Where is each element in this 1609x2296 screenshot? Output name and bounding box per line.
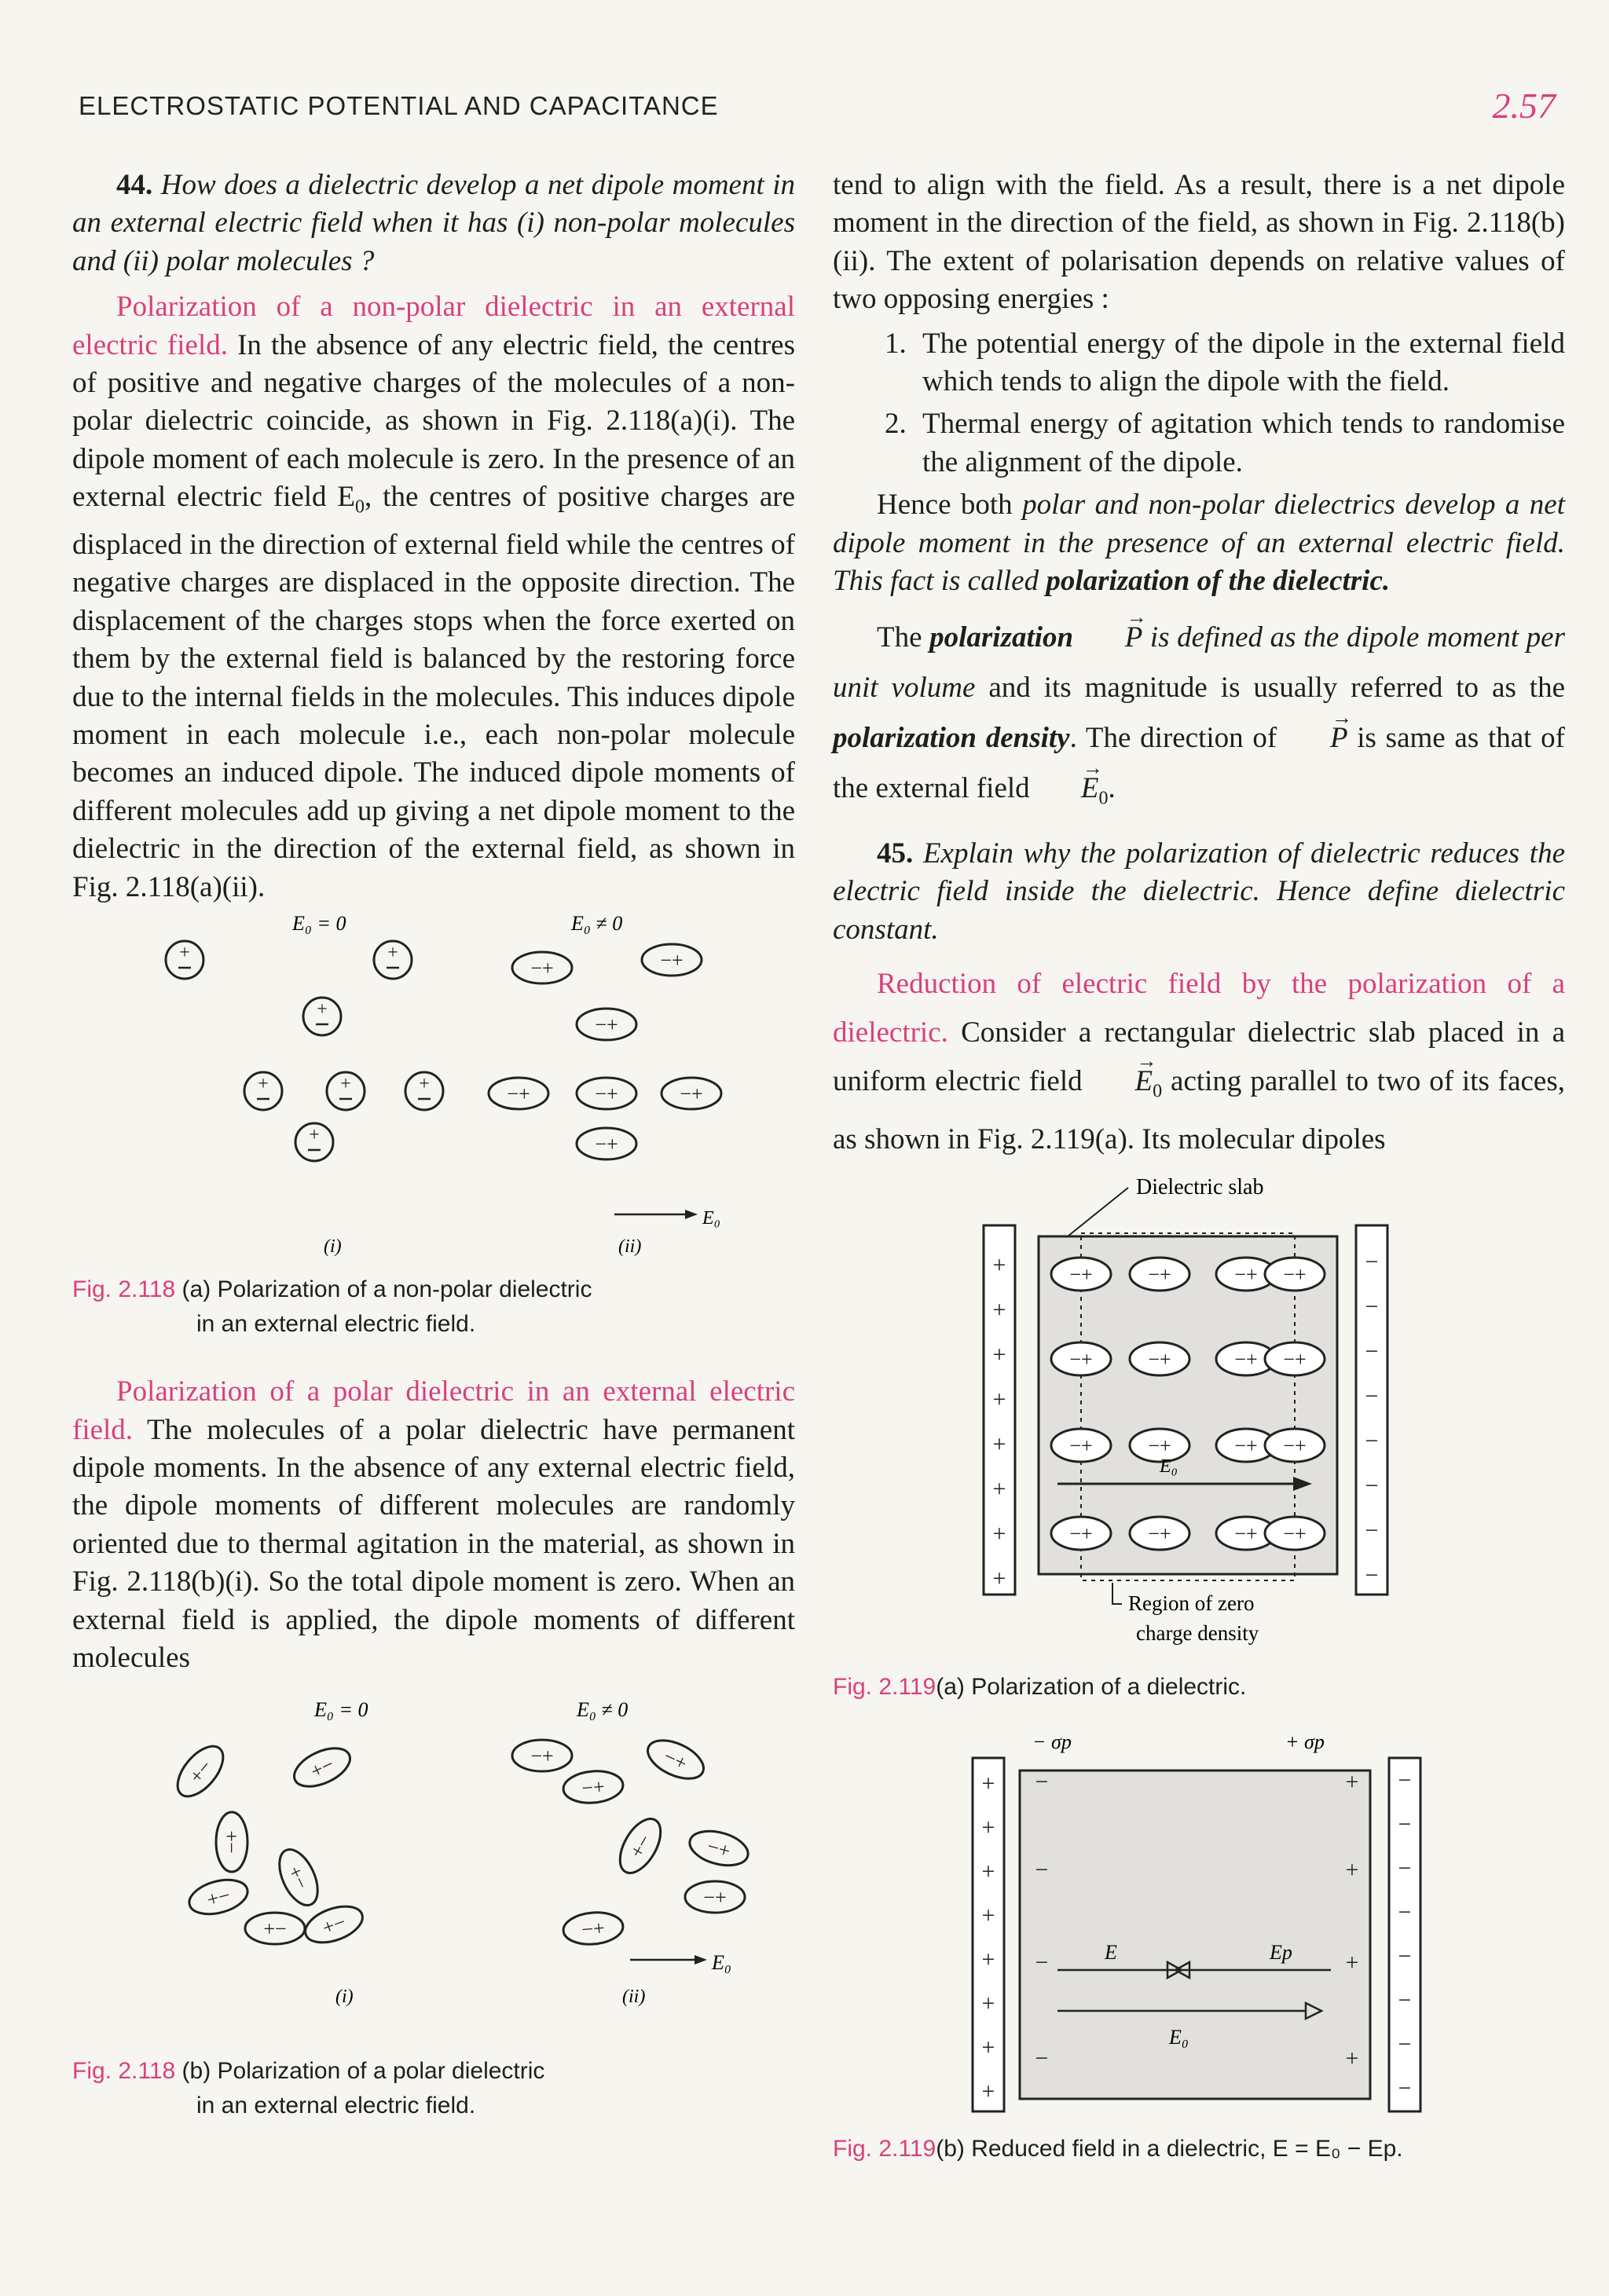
reduction-text-1: Consider a rectangular dielectric slab placed in a uniform electric field (833, 1016, 1565, 1098)
polar-molecules-aligned (512, 1733, 752, 1946)
svg-text:−+: −+ (1069, 1263, 1093, 1287)
field-arrowhead (685, 1210, 698, 1219)
aligned-dipole (562, 1769, 624, 1805)
page-header (79, 85, 1556, 140)
surface-charge-sign: − (1035, 2045, 1049, 2072)
energy-list (833, 325, 1565, 482)
svg-text:−+: −+ (595, 1133, 618, 1156)
aligned-dipole (612, 1812, 669, 1880)
minus-sign: − (1365, 1294, 1379, 1320)
fig118b-sub-ii: (ii) (622, 1987, 646, 2008)
svg-text:+: + (340, 1074, 351, 1095)
svg-text:+−: +− (306, 1752, 338, 1784)
question-45 (833, 835, 1565, 949)
fig118b-sub-i: (i) (335, 1987, 354, 2008)
svg-text:−+: −+ (703, 1886, 727, 1910)
induced-dipole (577, 1078, 636, 1109)
svg-text:+: + (258, 1074, 269, 1095)
minus-sign: − (1398, 1767, 1412, 1794)
aligned-dipole (685, 1881, 745, 1913)
minus-sign: − (1365, 1518, 1379, 1544)
polar-dipole (300, 1900, 367, 1950)
vector-p: → P (1081, 613, 1143, 663)
nonpolar-paragraph (72, 288, 795, 906)
slab-dipole (1130, 1517, 1189, 1550)
hence-paragraph (833, 486, 1565, 600)
figure-119b (955, 1720, 1442, 2121)
plus-sign: + (992, 1521, 1006, 1547)
minus-sign: − (1365, 1249, 1379, 1276)
svg-text:−+: −+ (1148, 1263, 1171, 1287)
svg-text:−+: −+ (1148, 1434, 1171, 1458)
slab-dipole (1265, 1517, 1325, 1550)
fig118a-label-right: E₀ ≠ 0 (571, 912, 623, 936)
minus-sign: − (1398, 2075, 1412, 2102)
svg-text:+: + (419, 1074, 430, 1095)
def-text-2: is defined as the dipole moment per unit volume (833, 621, 1566, 705)
svg-text:+−: +− (220, 1830, 243, 1855)
nonpolar-molecules-unpolarised (166, 941, 443, 1161)
plus-sign: + (981, 1771, 995, 1797)
left-column (72, 167, 795, 2123)
list-text: Thermal energy of agitation which tends to randomise the alignment of the dipole. (922, 408, 1565, 478)
caption-119b (833, 2132, 1565, 2166)
svg-text:+−: +− (625, 1830, 657, 1862)
figure-119a (900, 1164, 1497, 1659)
field-label: E₀ (1160, 1456, 1178, 1478)
list-number: 2. (885, 408, 907, 441)
def-text-5: is same as that of the external field (833, 722, 1565, 805)
svg-text:+−: +− (184, 1756, 217, 1789)
hence-text-1: Hence both (877, 489, 1023, 522)
minus-sign: − (1398, 1943, 1412, 1970)
plus-sign: + (992, 1565, 1006, 1592)
polar-dipole (185, 1874, 251, 1920)
reduction-paragraph (833, 960, 1565, 1164)
svg-text:−+: −+ (581, 1917, 606, 1942)
caption-figure-number: Fig. 2.119 (833, 1674, 936, 1701)
plus-sign: + (992, 1297, 1006, 1324)
svg-text:+: + (387, 943, 398, 964)
svg-text:+: + (179, 943, 190, 964)
slab-dipole (1051, 1258, 1111, 1291)
def-end: . (1108, 772, 1116, 805)
right-column (833, 167, 1565, 2166)
label-ep: Ep (1270, 1941, 1292, 1965)
slab-dipole (1051, 1429, 1111, 1462)
minus-sign: − (1398, 2031, 1412, 2058)
slab-dipole (1265, 1342, 1325, 1375)
polar-heading: Polarization of a polar dielectric in an external electric field. (72, 1375, 795, 1446)
svg-text:+−: +− (263, 1917, 287, 1941)
induced-dipole (489, 1078, 548, 1109)
nonpolar-text-1: In the absence of any electric field, the centres of positive and negative charges of the molecules of a non-polar dielectric coincide, as shown in Fig. 2.118(a)(i). The dipole moment of each molecule is zero. In the presence of an external electric field E (72, 328, 796, 514)
caption-118a (72, 1273, 795, 1342)
running-head: ELECTROSTATIC POTENTIAL AND CAPACITANCE (79, 91, 719, 120)
caption-line-1: (b) Polarization of a polar dielectric (175, 2058, 545, 2085)
question-44 (72, 167, 795, 280)
plus-sign: + (981, 1946, 995, 1973)
svg-text:−+: −+ (1148, 1348, 1171, 1371)
list-text: The potential energy of the dipole in the external field which tends to align the dipole with the field. (922, 327, 1565, 398)
slab-pointer (1064, 1188, 1128, 1240)
definition-paragraph (833, 613, 1565, 823)
svg-text:−+: −+ (581, 1775, 606, 1800)
plus-sign: + (981, 1814, 995, 1841)
zero-label-1: Region of zero (1128, 1591, 1255, 1616)
fig118b-label-right: E₀ ≠ 0 (577, 1698, 629, 1722)
plus-sign: + (981, 1858, 995, 1885)
surface-charge-sign: + (1345, 1769, 1359, 1796)
vector-e: → E (1037, 764, 1099, 814)
label-e0: E₀ (1169, 2026, 1189, 2049)
nonpolar-molecule (295, 1123, 333, 1161)
svg-text:+−: +− (204, 1884, 233, 1912)
slab-dipole (1051, 1342, 1111, 1375)
surface-charge-sign: − (1035, 1857, 1049, 1884)
fig118b-arrow-label: E₀ (712, 1951, 731, 1975)
svg-text:−+: −+ (660, 1745, 691, 1776)
minus-sign: − (1365, 1562, 1379, 1589)
caption-119a (833, 1670, 1565, 1705)
question-text: How does a dielectric develop a net dipole moment in an external electric field when it has (i) non-polar molecules and (ii) polar molecules ? (72, 169, 795, 277)
surface-charge-sign: − (1035, 1950, 1049, 1976)
caption-line-1: (a) Polarization of a non-polar dielectric (175, 1276, 592, 1303)
slab-dipole (1265, 1429, 1325, 1462)
nonpolar-molecule (405, 1072, 443, 1110)
caption-line-2: in an external electric field. (196, 1311, 476, 1338)
def-text-3: and its magnitude is usually referred to as the (975, 672, 1566, 705)
plus-sign: + (992, 1252, 1006, 1279)
slab-dipole (1130, 1342, 1189, 1375)
svg-text:−+: −+ (1283, 1434, 1307, 1458)
induced-dipole (512, 952, 572, 983)
nonpolar-text-2: , the centres of positive charges are displaced in the direction of external field while the centres of negative charges are displaced in the opposite direction. The displacement of the charges stops when the force exerted on them by the external field is balanced by the restoring force due to the internal fields in the molecules. This induces dipole moment in each molecule i.e., each non-polar molecule becomes an induced dipole. The induced dipole moments of different molecules add up giving a net dipole moment to the dielectric in the direction of the external field, as shown in Fig. 2.118(a)(ii). (72, 481, 796, 903)
zero-label-2: charge density (1136, 1621, 1259, 1646)
caption-figure-number: Fig. 2.118 (72, 1276, 176, 1303)
svg-text:−+: −+ (1234, 1263, 1258, 1287)
svg-text:−+: −+ (1148, 1522, 1171, 1546)
svg-text:−+: −+ (1069, 1522, 1093, 1546)
minus-sign: − (1365, 1383, 1379, 1410)
list-item (885, 405, 1565, 482)
svg-text:−+: −+ (704, 1835, 733, 1863)
question-number: 44. (116, 169, 153, 201)
svg-text:−+: −+ (530, 957, 554, 980)
polar-paragraph-continued: tend to align with the field. As a result, there is a net dipole moment in the direction of the field, as shown in Fig. 2.118(b)(ii). The extent of polarisation depends on relative values of two opposing energies : (833, 169, 1565, 316)
reduction-heading: Reduction of electric field by the polarization of a dielectric. (833, 968, 1565, 1049)
surface-charge-sign: − (1035, 1769, 1049, 1796)
plus-sign: + (981, 1990, 995, 2017)
polar-dipole (272, 1844, 325, 1911)
figure-118a (112, 906, 756, 1268)
page-number: 2.57 (1492, 86, 1556, 126)
subscript-zero: 0 (1098, 788, 1109, 809)
nonpolar-molecule (374, 941, 412, 979)
question-text: Explain why the polarization of dielectric reduces the electric field inside the dielectric. Hence define dielectric constant. (833, 837, 1566, 946)
nonpolar-molecule (166, 941, 203, 979)
hence-bold: polarization of the dielectric. (1046, 565, 1391, 598)
minus-sign: − (1365, 1428, 1379, 1455)
plus-sign: + (992, 1476, 1006, 1503)
fig118a-label-left: E₀ = 0 (292, 912, 346, 936)
svg-text:−+: −+ (1283, 1263, 1307, 1287)
polar-text: The molecules of a polar dielectric have permanent dipole moments. In the absence of any external electric field, the dipole moments of different molecules are randomly oriented due to thermal agitation in the material, as shown in Fig. 2.118(b)(i). So the total dipole moment is zero. When an external field is applied, the dipole moments of different molecules (72, 1413, 795, 1674)
surface-charge-sign: + (1345, 2045, 1359, 2072)
def-bold: polarization (929, 621, 1074, 654)
sigma-positive: + σp (1285, 1730, 1325, 1754)
subscript-zero: 0 (1153, 1081, 1163, 1102)
slab-dipole (1051, 1517, 1111, 1550)
svg-text:−+: −+ (1234, 1348, 1258, 1371)
aligned-dipole (562, 1910, 624, 1946)
nonpolar-heading: Polarization of a non-polar dielectric in an external electric field. (72, 291, 795, 361)
svg-text:−+: −+ (1283, 1522, 1307, 1546)
polar-dipole (216, 1812, 247, 1872)
caption-text: (b) Reduced field in a dielectric, E = E₀ − Ep. (936, 2136, 1403, 2162)
surface-charge-sign: + (1345, 1950, 1359, 1976)
polar-dipole (245, 1913, 305, 1944)
nonpolar-molecule (303, 998, 341, 1035)
plus-sign: + (981, 2078, 995, 2105)
zero-region-pointer (1112, 1583, 1122, 1604)
minus-sign: − (1365, 1473, 1379, 1500)
fig118a-sub-i: (i) (324, 1236, 342, 1258)
dielectric-slab (1020, 1771, 1370, 2099)
polar-paragraph (72, 1373, 795, 1677)
slab-label: Dielectric slab (1136, 1175, 1264, 1200)
polar-dipole (288, 1741, 356, 1794)
def-bold-2: polarization density (833, 722, 1070, 755)
plus-sign: + (992, 1386, 1006, 1413)
sigma-negative: − σp (1032, 1730, 1072, 1754)
induced-dipole (642, 944, 702, 976)
svg-text:−+: −+ (595, 1082, 618, 1106)
caption-line-2: in an external electric field. (196, 2093, 476, 2119)
minus-sign: − (1398, 1811, 1412, 1838)
list-number: 1. (885, 327, 907, 360)
nonpolar-molecules-polarised (489, 944, 721, 1159)
aligned-dipole (512, 1740, 572, 1771)
polar-dipole (169, 1738, 231, 1804)
field-arrowhead (695, 1955, 707, 1965)
fig118a-sub-ii: (ii) (618, 1236, 642, 1258)
svg-text:−+: −+ (680, 1082, 703, 1106)
question-number: 45. (877, 837, 914, 870)
caption-text: (a) Polarization of a dielectric. (936, 1674, 1247, 1701)
minus-sign: − (1398, 1987, 1412, 2014)
aligned-dipole (686, 1825, 752, 1871)
vector-p: → P (1286, 713, 1348, 764)
svg-text:−+: −+ (1069, 1434, 1093, 1458)
minus-sign: − (1365, 1338, 1379, 1365)
slab-dipole (1265, 1258, 1325, 1291)
svg-text:+: + (309, 1125, 320, 1146)
svg-text:−+: −+ (660, 949, 684, 972)
svg-text:+: + (317, 999, 328, 1020)
svg-text:−+: −+ (507, 1082, 530, 1106)
nonpolar-molecule (327, 1072, 365, 1110)
minus-sign: − (1398, 1855, 1412, 1882)
def-text-4: . The direction of (1069, 722, 1286, 755)
induced-dipole (662, 1078, 721, 1109)
minus-sign: − (1398, 1899, 1412, 1926)
plus-sign: + (981, 1902, 995, 1929)
hence-text-2: polar and non-polar dielectrics develop a net dipole moment in the presence of an external electric field. This fact is called (833, 489, 1565, 598)
svg-text:−+: −+ (595, 1013, 618, 1037)
svg-text:−+: −+ (1234, 1522, 1258, 1546)
list-item (885, 325, 1565, 401)
svg-text:−+: −+ (1069, 1348, 1093, 1371)
fig118a-arrow-label: E₀ (702, 1208, 721, 1229)
aligned-dipole (642, 1733, 709, 1786)
svg-text:−+: −+ (530, 1745, 554, 1768)
slab-dipole (1130, 1258, 1189, 1291)
vector-e: → E (1091, 1057, 1153, 1106)
polar-molecules-random (169, 1738, 367, 1950)
plus-sign: + (992, 1431, 1006, 1458)
caption-118b (72, 2054, 795, 2123)
def-text: The (877, 621, 930, 654)
svg-text:+−: +− (283, 1862, 313, 1893)
fig118b-label-left: E₀ = 0 (314, 1698, 368, 1722)
svg-text:+−: +− (319, 1910, 349, 1940)
svg-text:−+: −+ (1234, 1434, 1258, 1458)
subscript-zero: 0 (355, 496, 365, 518)
induced-dipole (577, 1128, 636, 1159)
caption-figure-number: Fig. 2.118 (72, 2058, 176, 2085)
plus-sign: + (992, 1342, 1006, 1368)
induced-dipole (577, 1009, 636, 1040)
plus-sign: + (981, 2034, 995, 2061)
surface-charge-sign: + (1345, 1857, 1359, 1884)
figure-118b (112, 1693, 756, 2031)
caption-figure-number: Fig. 2.119 (833, 2136, 936, 2162)
nonpolar-molecule (244, 1072, 282, 1110)
svg-text:−+: −+ (1283, 1348, 1307, 1371)
reduction-text-2: acting parallel to two of its faces, as shown in Fig. 2.119(a). Its molecular dipoles (833, 1065, 1565, 1156)
label-e: E (1105, 1941, 1117, 1965)
